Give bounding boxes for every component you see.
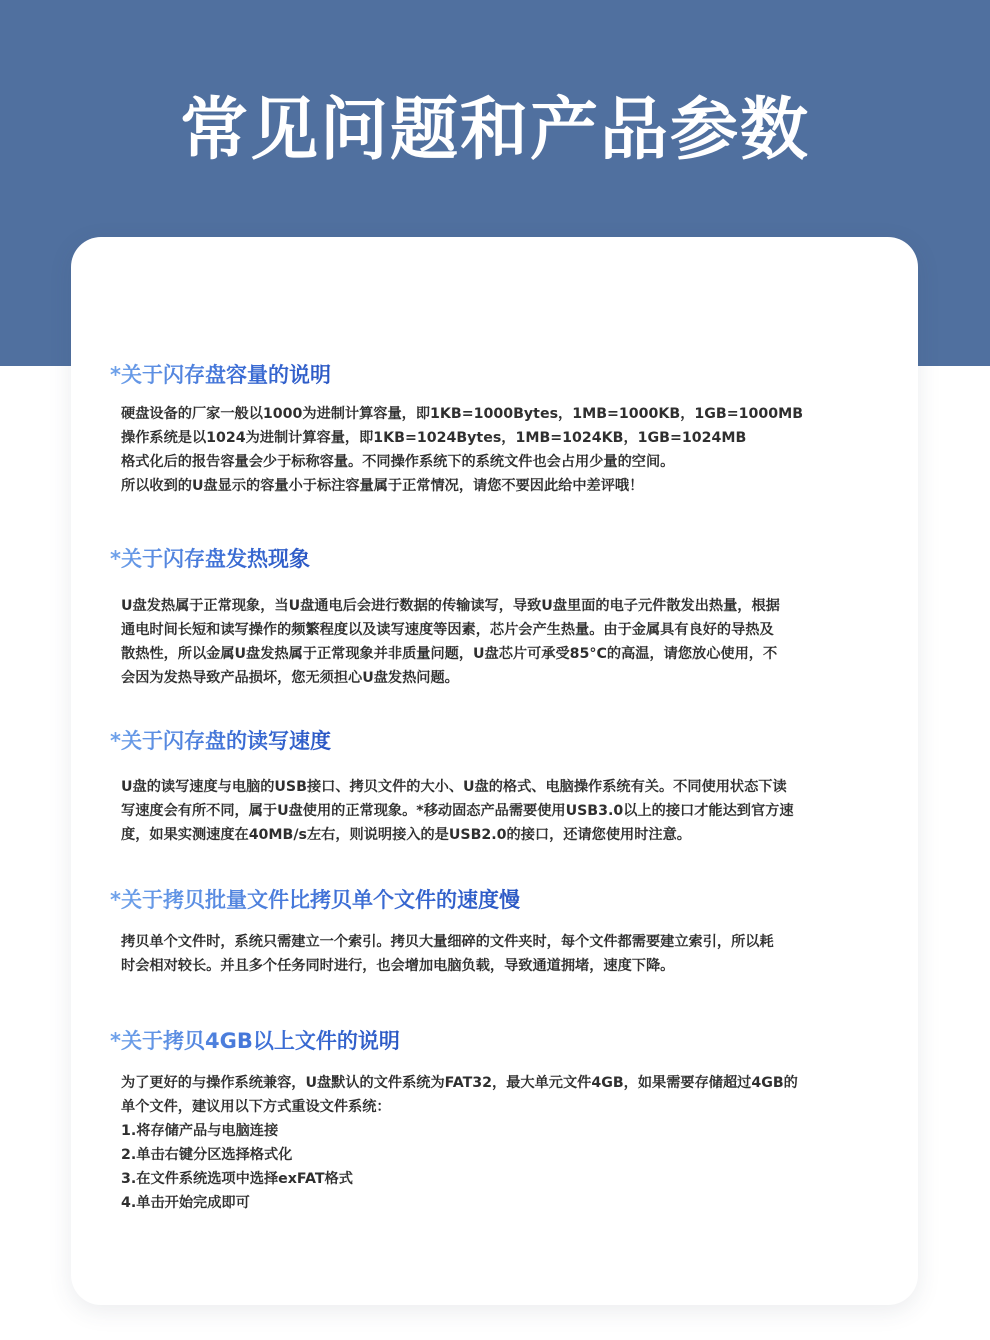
section-heading: *关于闪存盘容量的说明 bbox=[110, 363, 331, 387]
body-line: 1.将存储产品与电脑连接 bbox=[121, 1123, 279, 1139]
section-heading: *关于拷贝批量文件比拷贝单个文件的速度慢 bbox=[110, 888, 520, 912]
body-line: U盘的读写速度与电脑的USB接口、拷贝文件的大小、U盘的格式、电脑操作系统有关。不同使用状态下读 bbox=[121, 779, 787, 795]
section-body bbox=[110, 930, 876, 978]
faq-section-speed bbox=[110, 727, 880, 847]
section-body bbox=[110, 1071, 876, 1215]
body-line: 散热性，所以金属U盘发热属于正常现象并非质量问题，U盘芯片可承受85°C的高温，请您放心使用，不 bbox=[121, 646, 778, 662]
body-line: U盘发热属于正常现象，当U盘通电后会进行数据的传输读写，导致U盘里面的电子元件散发出热量，根据 bbox=[121, 598, 780, 614]
body-line: 为了更好的与操作系统兼容，U盘默认的文件系统为FAT32，最大单元文件4GB，如果需要存储超过4GB的 bbox=[121, 1075, 798, 1091]
faq-section-heat bbox=[110, 545, 880, 690]
body-line: 4.单击开始完成即可 bbox=[121, 1195, 250, 1211]
body-line: 通电时间长短和读写操作的频繁程度以及读写速度等因素，芯片会产生热量。由于金属具有良好的导热及 bbox=[121, 622, 774, 638]
section-body bbox=[110, 402, 876, 498]
faq-section-batch-copy bbox=[110, 886, 880, 978]
section-heading: *关于闪存盘的读写速度 bbox=[110, 729, 331, 753]
section-body bbox=[110, 775, 876, 847]
body-line: 会因为发热导致产品损坏，您无须担心U盘发热问题。 bbox=[121, 670, 459, 686]
section-body bbox=[110, 594, 876, 690]
body-line: 时会相对较长。并且多个任务同时进行，也会增加电脑负载，导致通道拥堵，速度下降。 bbox=[121, 958, 675, 974]
body-line: 3.在文件系统选项中选择exFAT格式 bbox=[121, 1171, 353, 1187]
body-line: 单个文件，建议用以下方式重设文件系统： bbox=[121, 1099, 391, 1115]
page-title: 常见问题和产品参数 bbox=[179, 91, 810, 170]
body-line: 写速度会有所不同，属于U盘使用的正常现象。*移动固态产品需要使用USB3.0以上的接口才能达到官方速 bbox=[121, 803, 794, 819]
section-heading: *关于闪存盘发热现象 bbox=[110, 547, 310, 571]
body-line: 格式化后的报告容量会少于标称容量。不同操作系统下的系统文件也会占用少量的空间。 bbox=[121, 454, 675, 470]
body-line: 度，如果实测速度在40MB/s左右，则说明接入的是USB2.0的接口，还请您使用时注意。 bbox=[121, 827, 691, 843]
faq-section-capacity bbox=[110, 361, 880, 498]
body-line: 所以收到的U盘显示的容量小于标注容量属于正常情况，请您不要因此给中差评哦！ bbox=[121, 478, 644, 494]
body-line: 操作系统是以1024为进制计算容量，即1KB=1024Bytes，1MB=1024KB，1GB=1024MB bbox=[121, 430, 747, 446]
section-heading: *关于拷贝4GB以上文件的说明 bbox=[110, 1029, 400, 1053]
body-line: 硬盘设备的厂家一般以1000为进制计算容量，即1KB=1000Bytes，1MB=1000KB，1GB=1000MB bbox=[121, 406, 804, 422]
faq-section-large-file bbox=[110, 1027, 880, 1215]
body-line: 2.单击右键分区选择格式化 bbox=[121, 1147, 293, 1163]
body-line: 拷贝单个文件时，系统只需建立一个索引。拷贝大量细碎的文件夹时，每个文件都需要建立索引，所以耗 bbox=[121, 934, 774, 950]
